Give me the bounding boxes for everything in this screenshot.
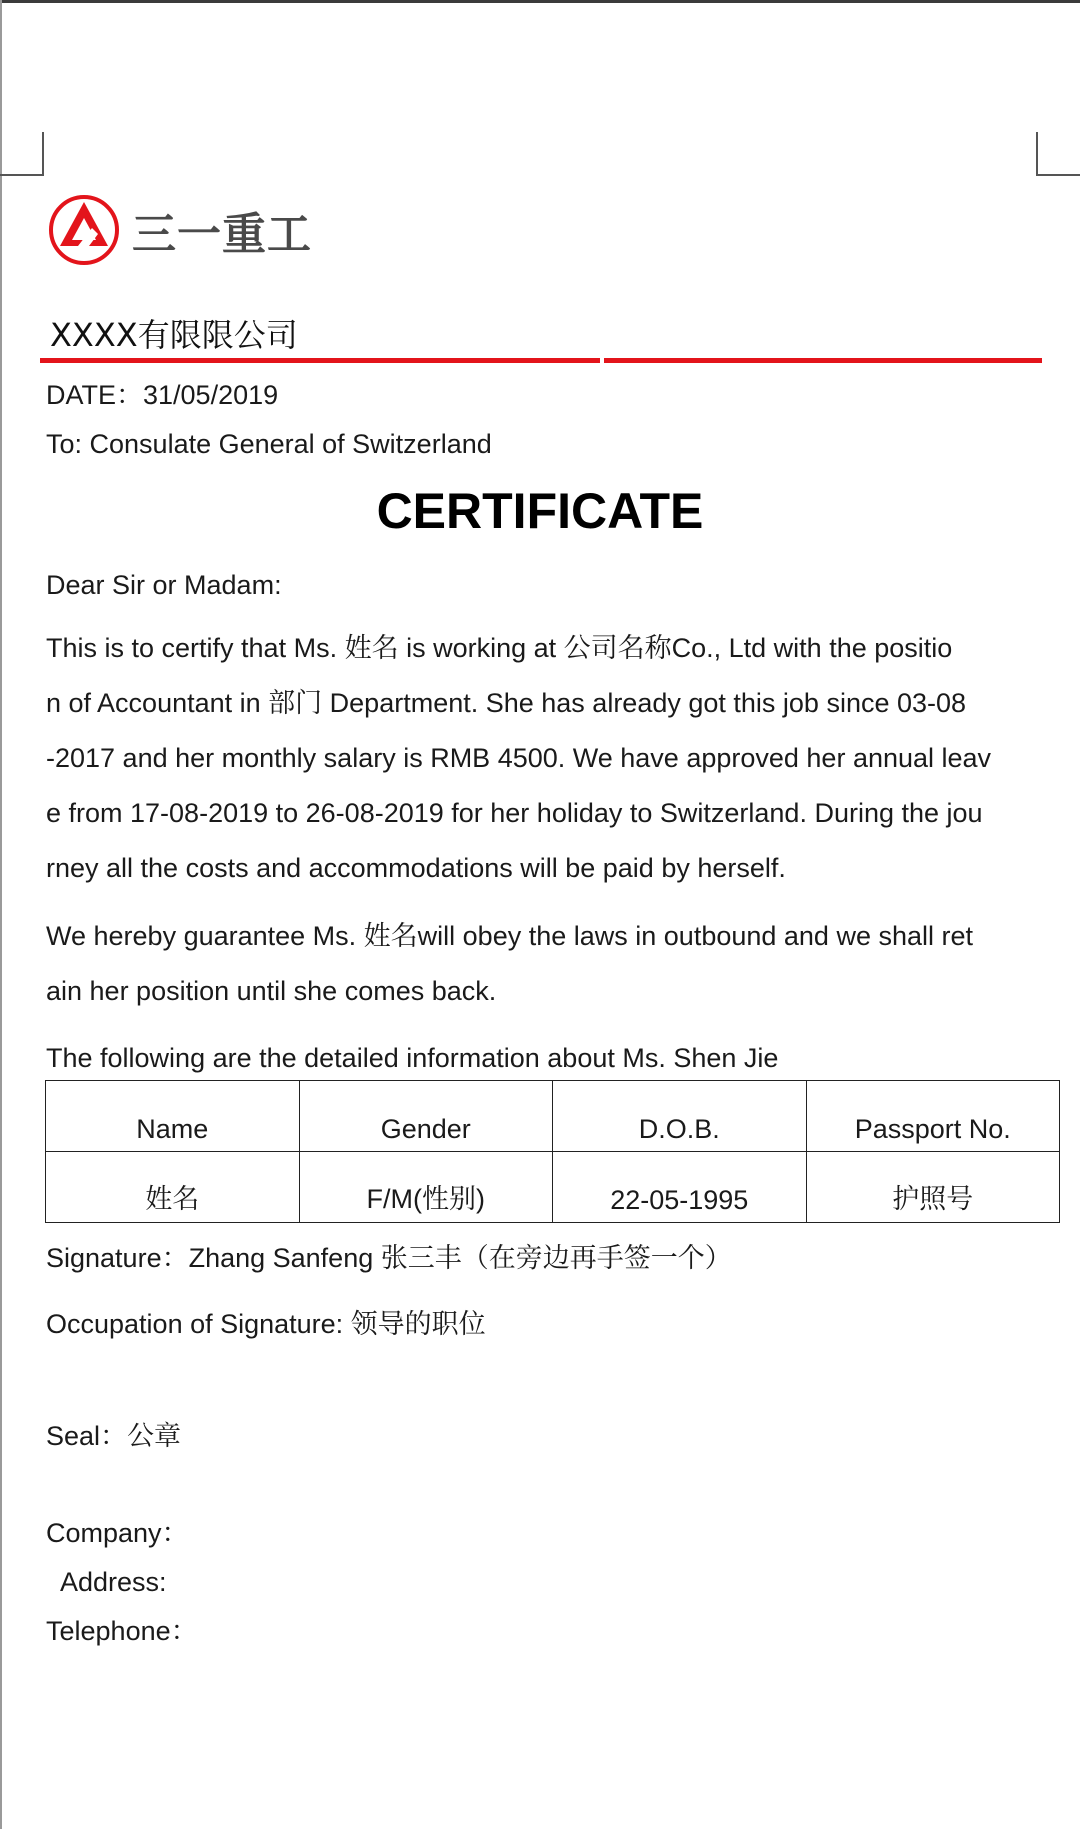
company-logo: [48, 194, 312, 266]
table-intro: The following are the detailed information about Ms. Shen Jie: [46, 1043, 779, 1073]
document-title: CERTIFICATE: [376, 483, 704, 539]
salutation: Dear Sir or Madam:: [46, 570, 282, 600]
paragraph-line: e from 17-08-2019 to 26-08-2019 for her holiday to Switzerland. During the jou: [46, 798, 983, 828]
table-header-row: [46, 1081, 1060, 1152]
address-field: Address:: [60, 1567, 167, 1597]
occupation-line: Occupation of Signature: 领导的职位: [46, 1309, 486, 1339]
company-field: Company：: [46, 1518, 189, 1548]
table-header-cell: Gender: [299, 1081, 553, 1152]
paragraph-line: -2017 and her monthly salary is RMB 4500. We have approved her annual leav: [46, 743, 992, 773]
crop-mark-left: [0, 132, 44, 176]
paragraph-line: ain her position until she comes back.: [46, 976, 497, 1006]
table-cell: 护照号: [806, 1152, 1060, 1223]
logo-wordmark: 三一重工: [132, 209, 312, 260]
body-paragraph-1: [46, 621, 1046, 896]
paragraph-line: rney all the costs and accommodations will be paid by herself.: [46, 853, 786, 883]
personal-info-table: [45, 1080, 1060, 1223]
header-rule: [40, 358, 600, 363]
signature-line: Signature：Zhang Sanfeng 张三丰（在旁边再手签一个）: [46, 1243, 732, 1273]
date-line: DATE：31/05/2019: [46, 380, 279, 410]
table-header-cell: Passport No.: [806, 1081, 1060, 1152]
crop-mark-right: [1036, 132, 1080, 176]
paragraph-line: n of Accountant in 部门 Department. She has already got this job since 03-08: [46, 688, 967, 718]
header-rule: [604, 358, 1042, 363]
table-header-cell: D.O.B.: [553, 1081, 807, 1152]
page-top-edge: [0, 0, 1080, 3]
seal-line: Seal：公章: [46, 1421, 182, 1451]
table-cell: 22-05-1995: [553, 1152, 807, 1223]
company-name: XXXX有限限公司: [50, 316, 298, 354]
recipient-line: To: Consulate General of Switzerland: [46, 429, 492, 459]
page-left-edge: [0, 0, 2, 1829]
table-cell: 姓名: [46, 1152, 300, 1223]
sany-logo-icon: [48, 194, 120, 266]
table-cell: F/M(性别): [299, 1152, 553, 1223]
body-paragraph-2: [46, 909, 1046, 1019]
paragraph-line: This is to certify that Ms. 姓名 is working at 公司名称Co., Ltd with the positio: [46, 633, 953, 663]
table-header-cell: Name: [46, 1081, 300, 1152]
table-row: [46, 1152, 1060, 1223]
paragraph-line: We hereby guarantee Ms. 姓名will obey the laws in outbound and we shall ret: [46, 921, 974, 951]
telephone-field: Telephone：: [46, 1616, 198, 1646]
